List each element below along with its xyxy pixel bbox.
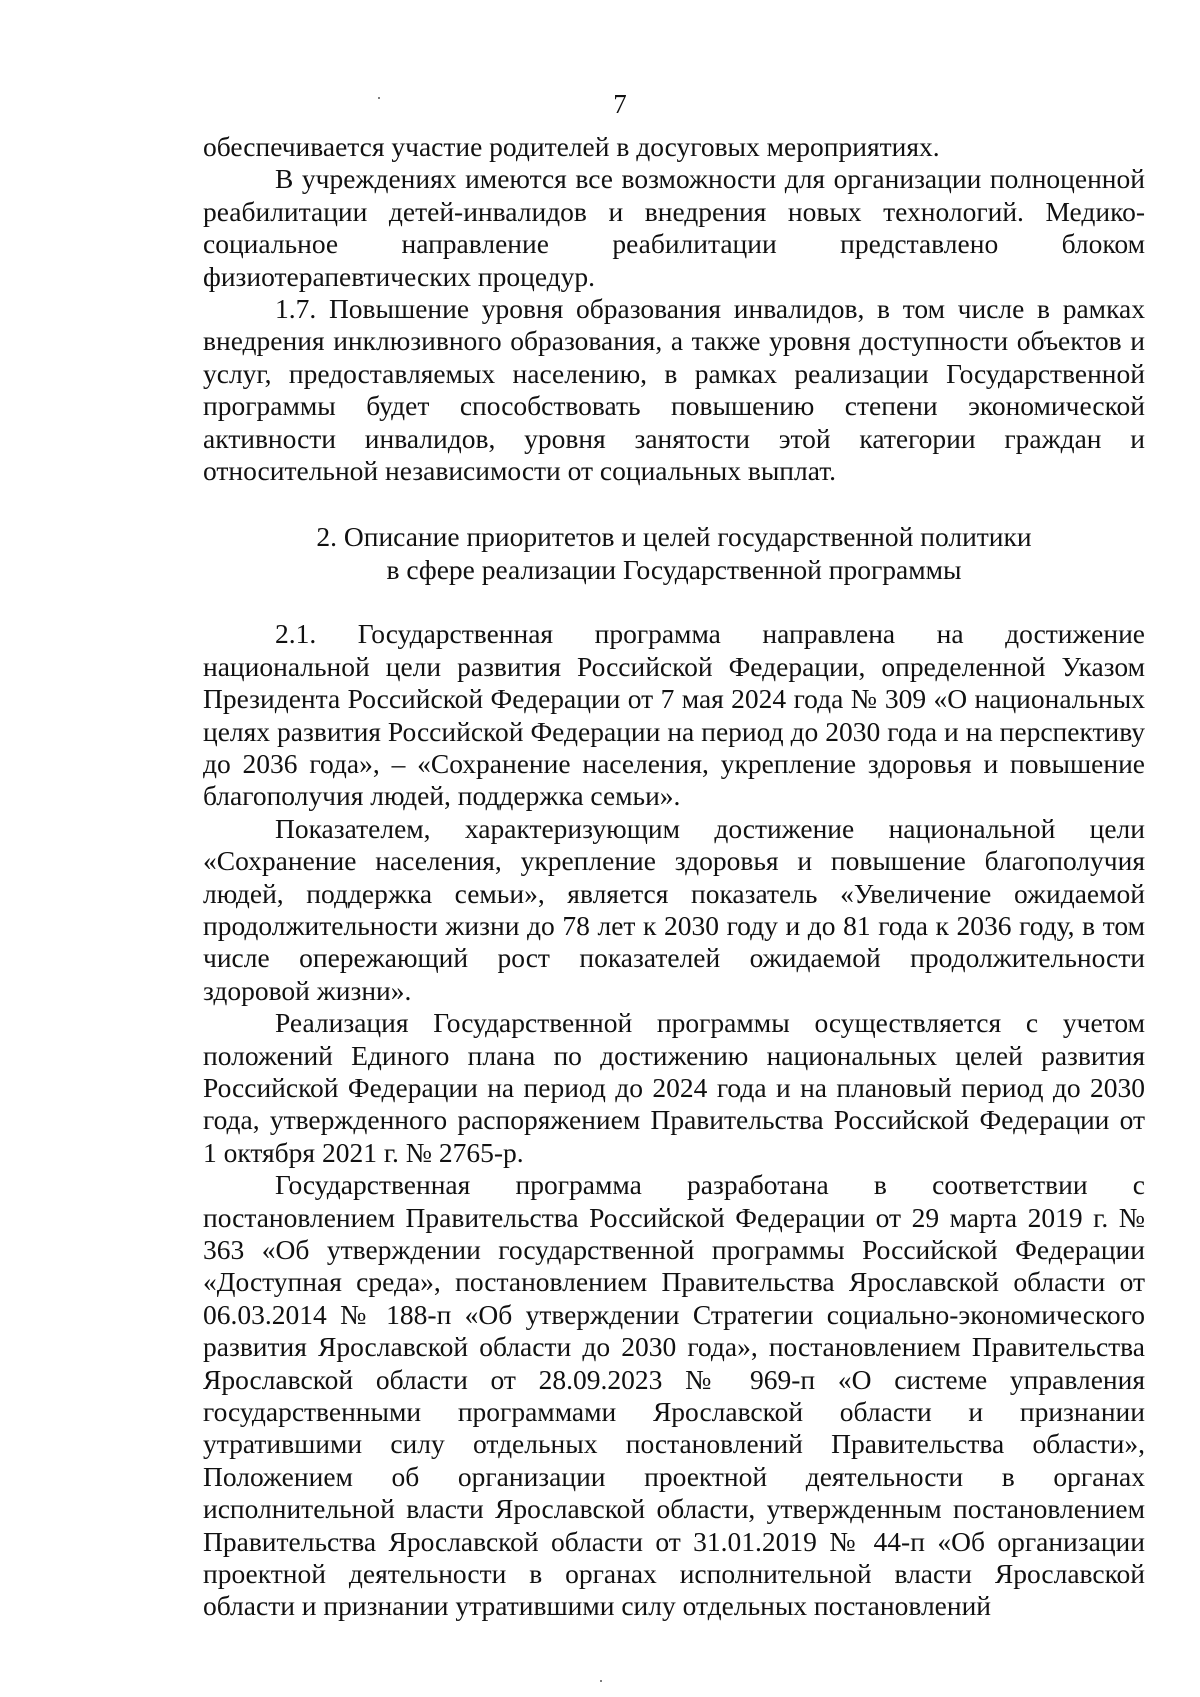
paragraph-legal-basis: Государственная программа разработана в соответствии с постановлением Правительства Российской Федерации от 29 марта 2019 г. № 363 «Об утверждении государственной программы Российской Федерации «Доступная среда», постановлением Правительства Ярославской области от 06.03.2014 № 188-п «Об утверждении Стратегии социально-экономического развития Ярославской области до 2030 года», постановлением Правительства Ярославской области от 28.09.2023 № 969-п «О системе управления государственными программами Ярославской области и признании утратившими силу отдельных постановлений Правительства области», Положением об организации проектной деятельности в органах исполнительной власти Ярославской области, утвержденным постановлением Правительства Ярославской области от 31.01.2019 № 44-п «Об организации проектной деятельности в органах исполнительной власти Ярославской области и признании утратившими силу отдельных постановлений <box>203 1169 1145 1622</box>
paragraph-continuation: обеспечивается участие родителей в досуговых мероприятиях. <box>203 131 940 162</box>
paragraph-indicator: Показателем, характеризующим достижение национальной цели «Сохранение населения, укрепление здоровья и повышение благополучия людей, поддержка семьи», является показатель «Увеличение ожидаемой продолжительности жизни до 78 лет к 2030 году и до 81 года к 2036 году, в том числе опережающий рост показателей ожидаемой продолжительности здоровой жизни». <box>203 812 1145 1006</box>
section-heading-line-2: в сфере реализации Государственной программы <box>386 553 962 585</box>
paragraph-rehabilitation: В учреждениях имеются все возможности для организации полноценной реабилитации детей-инвалидов и внедрения новых технологий. Медико-социальное направление реабилитации представлено блоком физиотерапевтических процедур. <box>203 163 1145 292</box>
paragraph-2-1: 2.1. Государственная программа направлена на достижение национальной цели развития Российской Федерации, определенной Указом Президента Российской Федерации от 7 мая 2024 года № 309 «О национальных целях развития Российской Федерации на период до 2030 года и на перспективу до 2036 года», – «Сохранение населения, укрепление здоровья и повышение благополучия людей, поддержка семьи». <box>203 618 1145 812</box>
document-body <box>203 131 1145 1623</box>
paragraph-implementation: Реализация Государственной программы осуществляется с учетом положений Единого плана по достижению национальных целей развития Российской Федерации на период до 2024 года и на плановый период до 2030 года, утвержденного распоряжением Правительства Российской Федерации от 1 октября 2021 г. № 2765-р. <box>203 1007 1145 1168</box>
scan-speck <box>600 1680 602 1682</box>
section-heading-line-1: 2. Описание приоритетов и целей государственной политики <box>316 521 1032 553</box>
section-heading <box>203 521 1145 586</box>
page-number: 7 <box>613 89 627 119</box>
paragraph-1-7: 1.7. Повышение уровня образования инвалидов, в том числе в рамках внедрения инклюзивного образования, а также уровня доступности объектов и услуг, предоставляемых населению, в рамках реализации Государственной программы будет способствовать повышению степени экономической активности инвалидов, уровня занятости этой категории граждан и относительной независимости от социальных выплат. <box>203 293 1145 487</box>
